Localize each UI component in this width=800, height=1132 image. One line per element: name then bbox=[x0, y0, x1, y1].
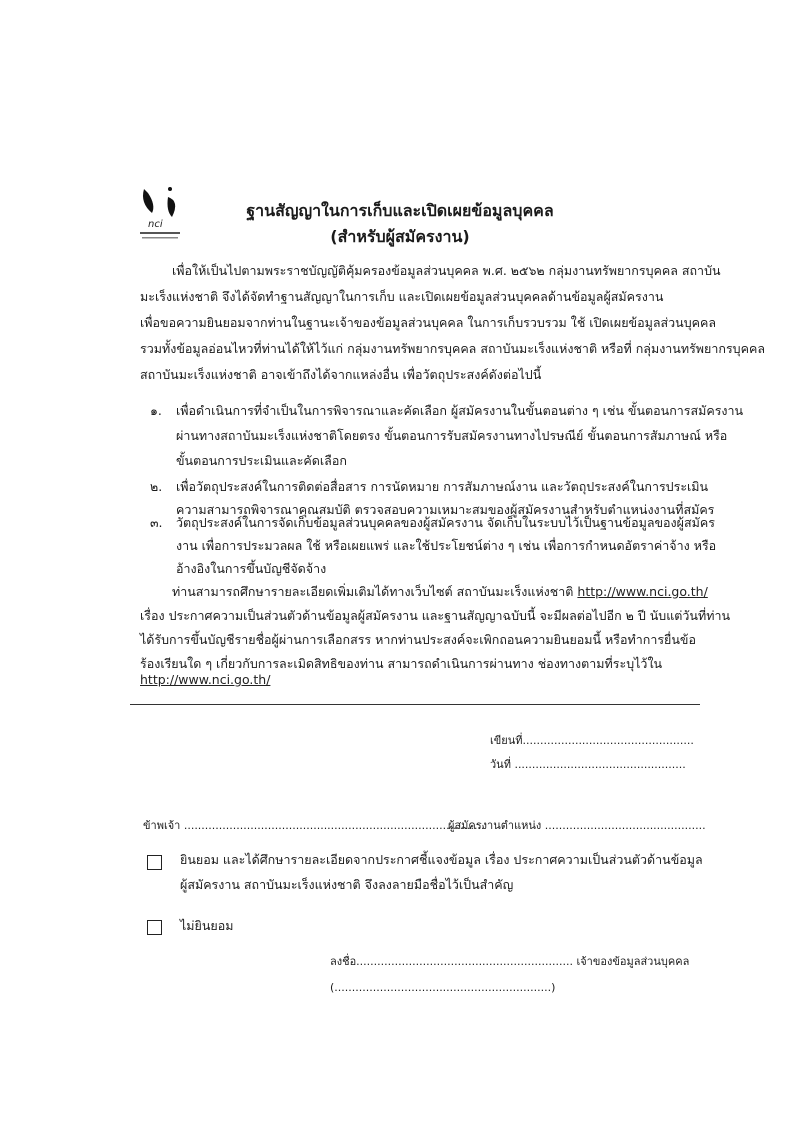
applicant-name-field[interactable]: ข้าพเจ้า ...................................................................................... bbox=[143, 819, 485, 832]
intro-line: สถาบันมะเร็งแห่งชาติ อาจเข้าถึงได้จากแหล่งอื่น เพื่อวัตถุประสงค์ดังต่อไปนี้ bbox=[140, 367, 542, 382]
svg-text:nci: nci bbox=[148, 219, 163, 230]
closing-line: ร้องเรียนใด ๆ เกี่ยวกับการละเมิดสิทธิของท่าน สามารถดำเนินการผ่านทาง ช่องทางตามที่ระบุไว้ใน bbox=[140, 656, 663, 671]
signature-field[interactable]: ลงชื่อ.............................................................. เจ้าของข้อมูลส่วนบุคคล bbox=[330, 955, 690, 968]
intro-line: รวมทั้งข้อมูลอ่อนไหวที่ท่านได้ให้ไว้แก่ กลุ่มงานทรัพยากรบุคคล สถาบันมะเร็งแห่งชาติ หรือที่ กลุ่มงานทรัพยากรบุคคล bbox=[140, 341, 765, 356]
closing-line bbox=[172, 584, 708, 600]
item-number: ๑. bbox=[150, 403, 162, 418]
consent-text: ผู้สมัครงาน สถาบันมะเร็งแห่งชาติ จึงลงลายมือชื่อไว้เป็นสำคัญ bbox=[180, 877, 514, 892]
item-number: ๒. bbox=[150, 479, 163, 494]
consent-text: ยินยอม และได้ศึกษารายละเอียดจากประกาศชี้แจงข้อมูล เรื่อง ประกาศความเป็นส่วนตัวด้านข้อมูล bbox=[180, 852, 703, 867]
decline-text: ไม่ยินยอม bbox=[180, 918, 234, 933]
consent-checkbox[interactable] bbox=[147, 855, 162, 870]
item-line: เพื่อวัตถุประสงค์ในการติดต่อสื่อสาร การนัดหมาย การสัมภาษณ์งาน และวัตถุประสงค์ในการประเมิน bbox=[176, 479, 709, 494]
item-line: งาน เพื่อการประมวลผล ใช้ หรือเผยแพร่ และใช้ประโยชน์ต่าง ๆ เช่น เพื่อการกำหนดอัตราค่าจ้าง หรือ bbox=[176, 538, 717, 553]
nci-website-link-2[interactable]: http://www.nci.go.th/ bbox=[140, 672, 271, 687]
closing-text: ท่านสามารถศึกษารายละเอียดเพิ่มเติมได้ทางเว็บไซต์ สถาบันมะเร็งแห่งชาติ bbox=[172, 584, 574, 599]
item-line: อ้างอิงในการขึ้นบัญชีจัดจ้าง bbox=[176, 561, 327, 576]
item-line: ผ่านทางสถาบันมะเร็งแห่งชาติโดยตรง ขั้นตอนการรับสมัครงานทางไปรษณีย์ ขั้นตอนการสัมภาษณ์ หรือ bbox=[176, 428, 728, 443]
item-line: วัตถุประสงค์ในการจัดเก็บข้อมูลส่วนบุคคลของผู้สมัครงาน จัดเก็บในระบบไว้เป็นฐานข้อมูลของผู้สมัคร bbox=[176, 515, 715, 530]
intro-line: เพื่อให้เป็นไปตามพระราชบัญญัติคุ้มครองข้อมูลส่วนบุคคล พ.ศ. ๒๕๖๒ กลุ่มงานทรัพยากรบุคคล สถาบัน bbox=[172, 263, 721, 278]
item-line: ความสามารถพิจารณาคุณสมบัติ ตรวจสอบความเหมาะสมของผู้สมัครงานสำหรับตำแหน่งงานที่สมัคร bbox=[176, 502, 715, 517]
intro-line: เพื่อขอความยินยอมจากท่านในฐานะเจ้าของข้อมูลส่วนบุคคล ในการเก็บรวบรวม ใช้ เปิดเผยข้อมูลส่วนบุคคล bbox=[140, 315, 717, 330]
printed-name-field[interactable]: (..............................................................) bbox=[330, 981, 556, 994]
applied-position-field[interactable]: ผู้สมัครงานตำแหน่ง .............................................. bbox=[448, 819, 706, 832]
decline-checkbox[interactable] bbox=[147, 920, 162, 935]
document-subtitle: (สำหรับผู้สมัครงาน) bbox=[330, 227, 470, 246]
nci-website-link[interactable]: http://www.nci.go.th/ bbox=[577, 584, 708, 599]
date-field[interactable]: วันที่ ................................................. bbox=[490, 758, 686, 771]
written-at-field[interactable]: เขียนที่................................................. bbox=[490, 734, 694, 747]
closing-line: ได้รับการขึ้นบัญชีรายชื่อผู้ผ่านการเลือกสรร หากท่านประสงค์จะเพิกถอนความยินยอมนี้ หรือทำการยื่นข้อ bbox=[140, 632, 696, 647]
item-line: เพื่อดำเนินการที่จำเป็นในการพิจารณาและคัดเลือก ผู้สมัครงานในขั้นตอนต่าง ๆ เช่น ขั้นตอนการสมัครงาน bbox=[176, 403, 744, 418]
intro-line: มะเร็งแห่งชาติ จึงได้จัดทำฐานสัญญาในการเก็บ และเปิดเผยข้อมูลส่วนบุคคลด้านข้อมูลผู้สมัครงาน bbox=[140, 289, 664, 304]
document-title: ฐานสัญญาในการเก็บและเปิดเผยข้อมูลบุคคล bbox=[246, 201, 554, 220]
divider-line bbox=[130, 704, 700, 705]
item-number: ๓. bbox=[150, 515, 163, 530]
closing-line: เรื่อง ประกาศความเป็นส่วนตัวด้านข้อมูลผู้สมัครงาน และฐานสัญญาฉบับนี้ จะมีผลต่อไปอีก ๒ ปี นับแต่วันที่ท่าน bbox=[140, 608, 731, 623]
item-line: ขั้นตอนการประเมินและคัดเลือก bbox=[176, 453, 347, 468]
